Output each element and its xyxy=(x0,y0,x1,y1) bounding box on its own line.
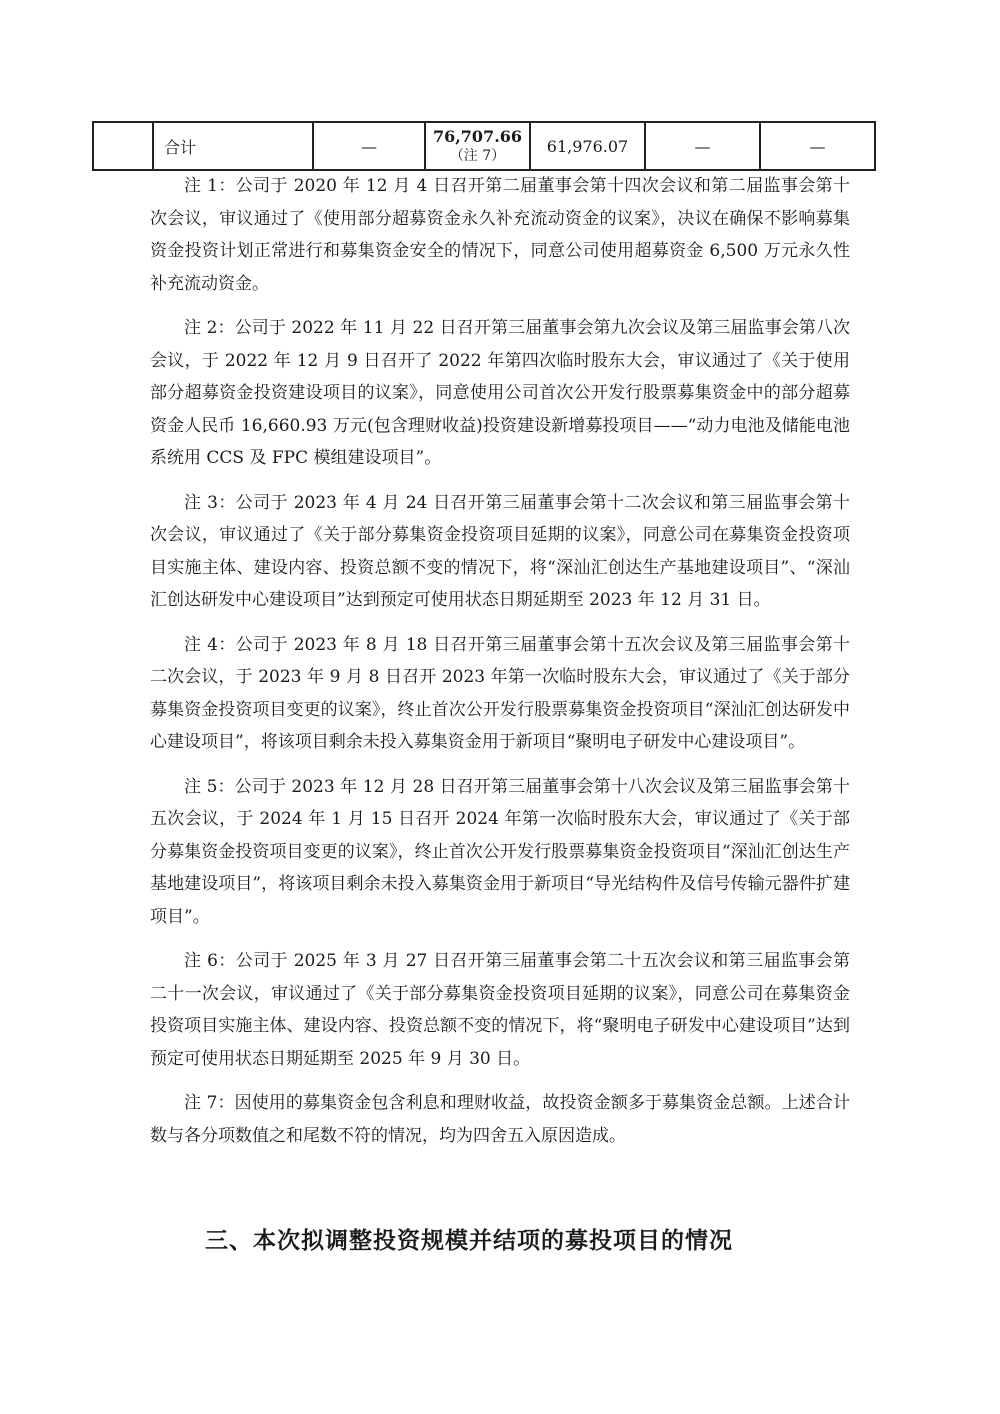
note-1: 注 1：公司于 2020 年 12 月 4 日召开第二届董事会第十四次会议和第二届监事会第十次会议，审议通过了《使用部分超募资金永久补充流动资金的议案》，决议在确保不影响募集资金投资计划正常进行和募集资金安全的情况下，同意公司使用超募资金 6,500 万元永久性补充流动资金。 xyxy=(150,176,850,294)
table-cell-dash: — xyxy=(645,122,760,170)
table-total-row xyxy=(93,122,875,170)
total-amount-cell xyxy=(425,122,530,170)
total-amount-note: （注 7） xyxy=(449,148,506,164)
table-cell-dash: — xyxy=(760,122,875,170)
table-cell-dash: — xyxy=(313,122,425,170)
fund-usage-table xyxy=(92,121,876,171)
note-3: 注 3：公司于 2023 年 4 月 24 日召开第三届董事会第十二次会议和第三届监事会第十次会议，审议通过了《关于部分募集资金投资项目延期的议案》，同意公司在募集资金投资项目实施主体、建设内容、投资总额不变的情况下，将“深汕汇创达生产基地建设项目”、“深汕汇创达研发中心建设项目”达到预定可使用状态日期延期至 2023 年 12 月 31 日。 xyxy=(150,492,850,610)
note-4: 注 4：公司于 2023 年 8 月 18 日召开第三届董事会第十五次会议及第三届监事会第十二次会议，于 2023 年 9 月 8 日召开 2023 年第一次临时股东大会，审议通过了《关于部分募集资金投资项目变更的议案》，终止首次公开发行股票募集资金投资项目“深汕汇创达研发中心建设项目”，将该项目剩余未投入募集资金用于新项目“聚明电子研发中心建设项目”。 xyxy=(150,634,850,752)
total-invested: 61,976.07 xyxy=(530,122,645,170)
note-6: 注 6：公司于 2025 年 3 月 27 日召开第三届董事会第二十五次会议和第三届监事会第二十一次会议，审议通过了《关于部分募集资金投资项目延期的议案》，同意公司在募集资金投资项目实施主体、建设内容、投资总额不变的情况下，将“聚明电子研发中心建设项目”达到预定可使用状态日期延期至 2025 年 9 月 30 日。 xyxy=(150,951,850,1069)
note-2: 注 2：公司于 2022 年 11 月 22 日召开第三届董事会第九次会议及第三届监事会第八次会议，于 2022 年 12 月 9 日召开了 2022 年第四次临时股东大会，审议通过了《关于使用部分超募资金投资建设项目的议案》，同意使用公司首次公开发行股票募集资金中的部分超募资金人民币 16,660.93 万元(包含理财收益)投资建设新增募投项目——“动力电池及储能电池系统用 CCS 及 FPC 模组建设项目”。 xyxy=(150,318,850,468)
section-heading: 三、本次拟调整投资规模并结项的募投项目的情况 xyxy=(205,1228,733,1254)
total-label: 合计 xyxy=(153,122,313,170)
total-amount: 76,707.66 xyxy=(432,127,523,146)
table-cell-empty xyxy=(93,122,153,170)
note-5: 注 5：公司于 2023 年 12 月 28 日召开第三届董事会第十八次会议及第三届监事会第十五次会议，于 2024 年 1 月 15 日召开 2024 年第一次临时股东大会，审议通过了《关于部分募集资金投资项目变更的议案》，终止首次公开发行股票募集资金投资项目“深汕汇创达生产基地建设项目”，将该项目剩余未投入募集资金用于新项目“导光结构件及信号传输元器件扩建项目”。 xyxy=(150,776,850,927)
notes-section xyxy=(150,170,850,1164)
note-7: 注 7：因使用的募集资金包含利息和理财收益，故投资金额多于募集资金总额。上述合计数与各分项数值之和尾数不符的情况，均为四舍五入原因造成。 xyxy=(150,1093,850,1146)
